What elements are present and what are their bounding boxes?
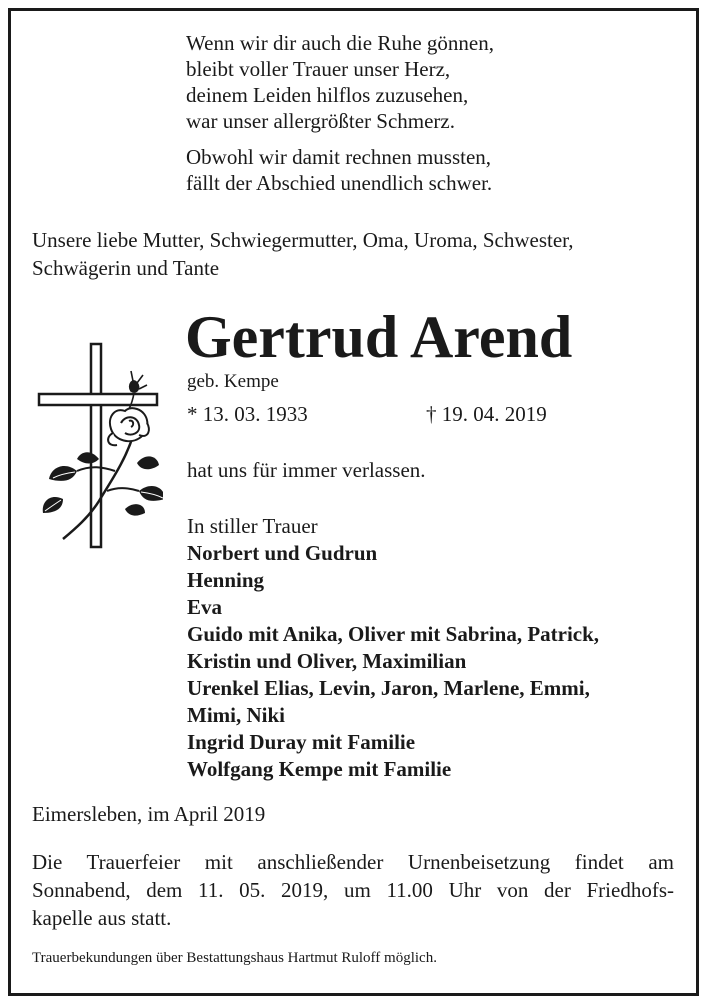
poem-line: Obwohl wir damit rechnen mussten, xyxy=(186,145,492,169)
poem-line: bleibt voller Trauer unser Herz, xyxy=(186,57,451,81)
deceased-name: Gertrud Arend xyxy=(185,304,573,370)
mourner-line: Henning xyxy=(187,568,265,592)
statement: hat uns für immer verlassen. xyxy=(187,458,426,482)
intro-line: Unsere liebe Mutter, Schwiegermutter, Oma, Uroma, Schwester, xyxy=(32,228,574,252)
birth-name: geb. Kempe xyxy=(187,371,279,392)
mourner-line: Ingrid Duray mit Familie xyxy=(187,730,416,754)
intro-line: Schwägerin und Tante xyxy=(32,256,220,280)
death-date: † 19. 04. 2019 xyxy=(426,402,547,426)
poem-line: deinem Leiden hilflos zuzusehen, xyxy=(186,83,469,107)
mourner-line: Kristin und Oliver, Maximilian xyxy=(187,649,467,673)
mourner-line: Mimi, Niki xyxy=(187,703,285,727)
mourner-line: Wolfgang Kempe mit Familie xyxy=(187,757,452,781)
mourner-line: Norbert und Gudrun xyxy=(187,541,378,565)
mourner-line: Urenkel Elias, Levin, Jaron, Marlene, Emmi, xyxy=(187,676,590,700)
birth-date: * 13. 03. 1933 xyxy=(187,402,308,426)
condolence-note: Trauerbekundungen über Bestattungshaus Hartmut Ruloff möglich. xyxy=(32,950,437,966)
funeral-line: Sonnabend, dem 11. 05. 2019, um 11.00 Uhr von der Friedhofs- xyxy=(32,878,674,902)
mourner-line: Eva xyxy=(187,595,223,619)
poem-line: war unser allergrößter Schmerz. xyxy=(186,109,456,133)
poem-line: Wenn wir dir auch die Ruhe gönnen, xyxy=(186,31,494,55)
funeral-line: kapelle aus statt. xyxy=(32,906,172,930)
poem-line: fällt der Abschied unendlich schwer. xyxy=(186,171,493,195)
mourners-heading: In stiller Trauer xyxy=(187,514,318,538)
place-date: Eimersleben, im April 2019 xyxy=(32,802,266,826)
obituary-notice xyxy=(8,8,699,996)
mourner-line: Guido mit Anika, Oliver mit Sabrina, Patrick, xyxy=(187,622,600,646)
funeral-line: Die Trauerfeier mit anschließender Urnenbeisetzung findet am xyxy=(32,850,674,874)
cross-with-rose-icon xyxy=(33,341,163,551)
